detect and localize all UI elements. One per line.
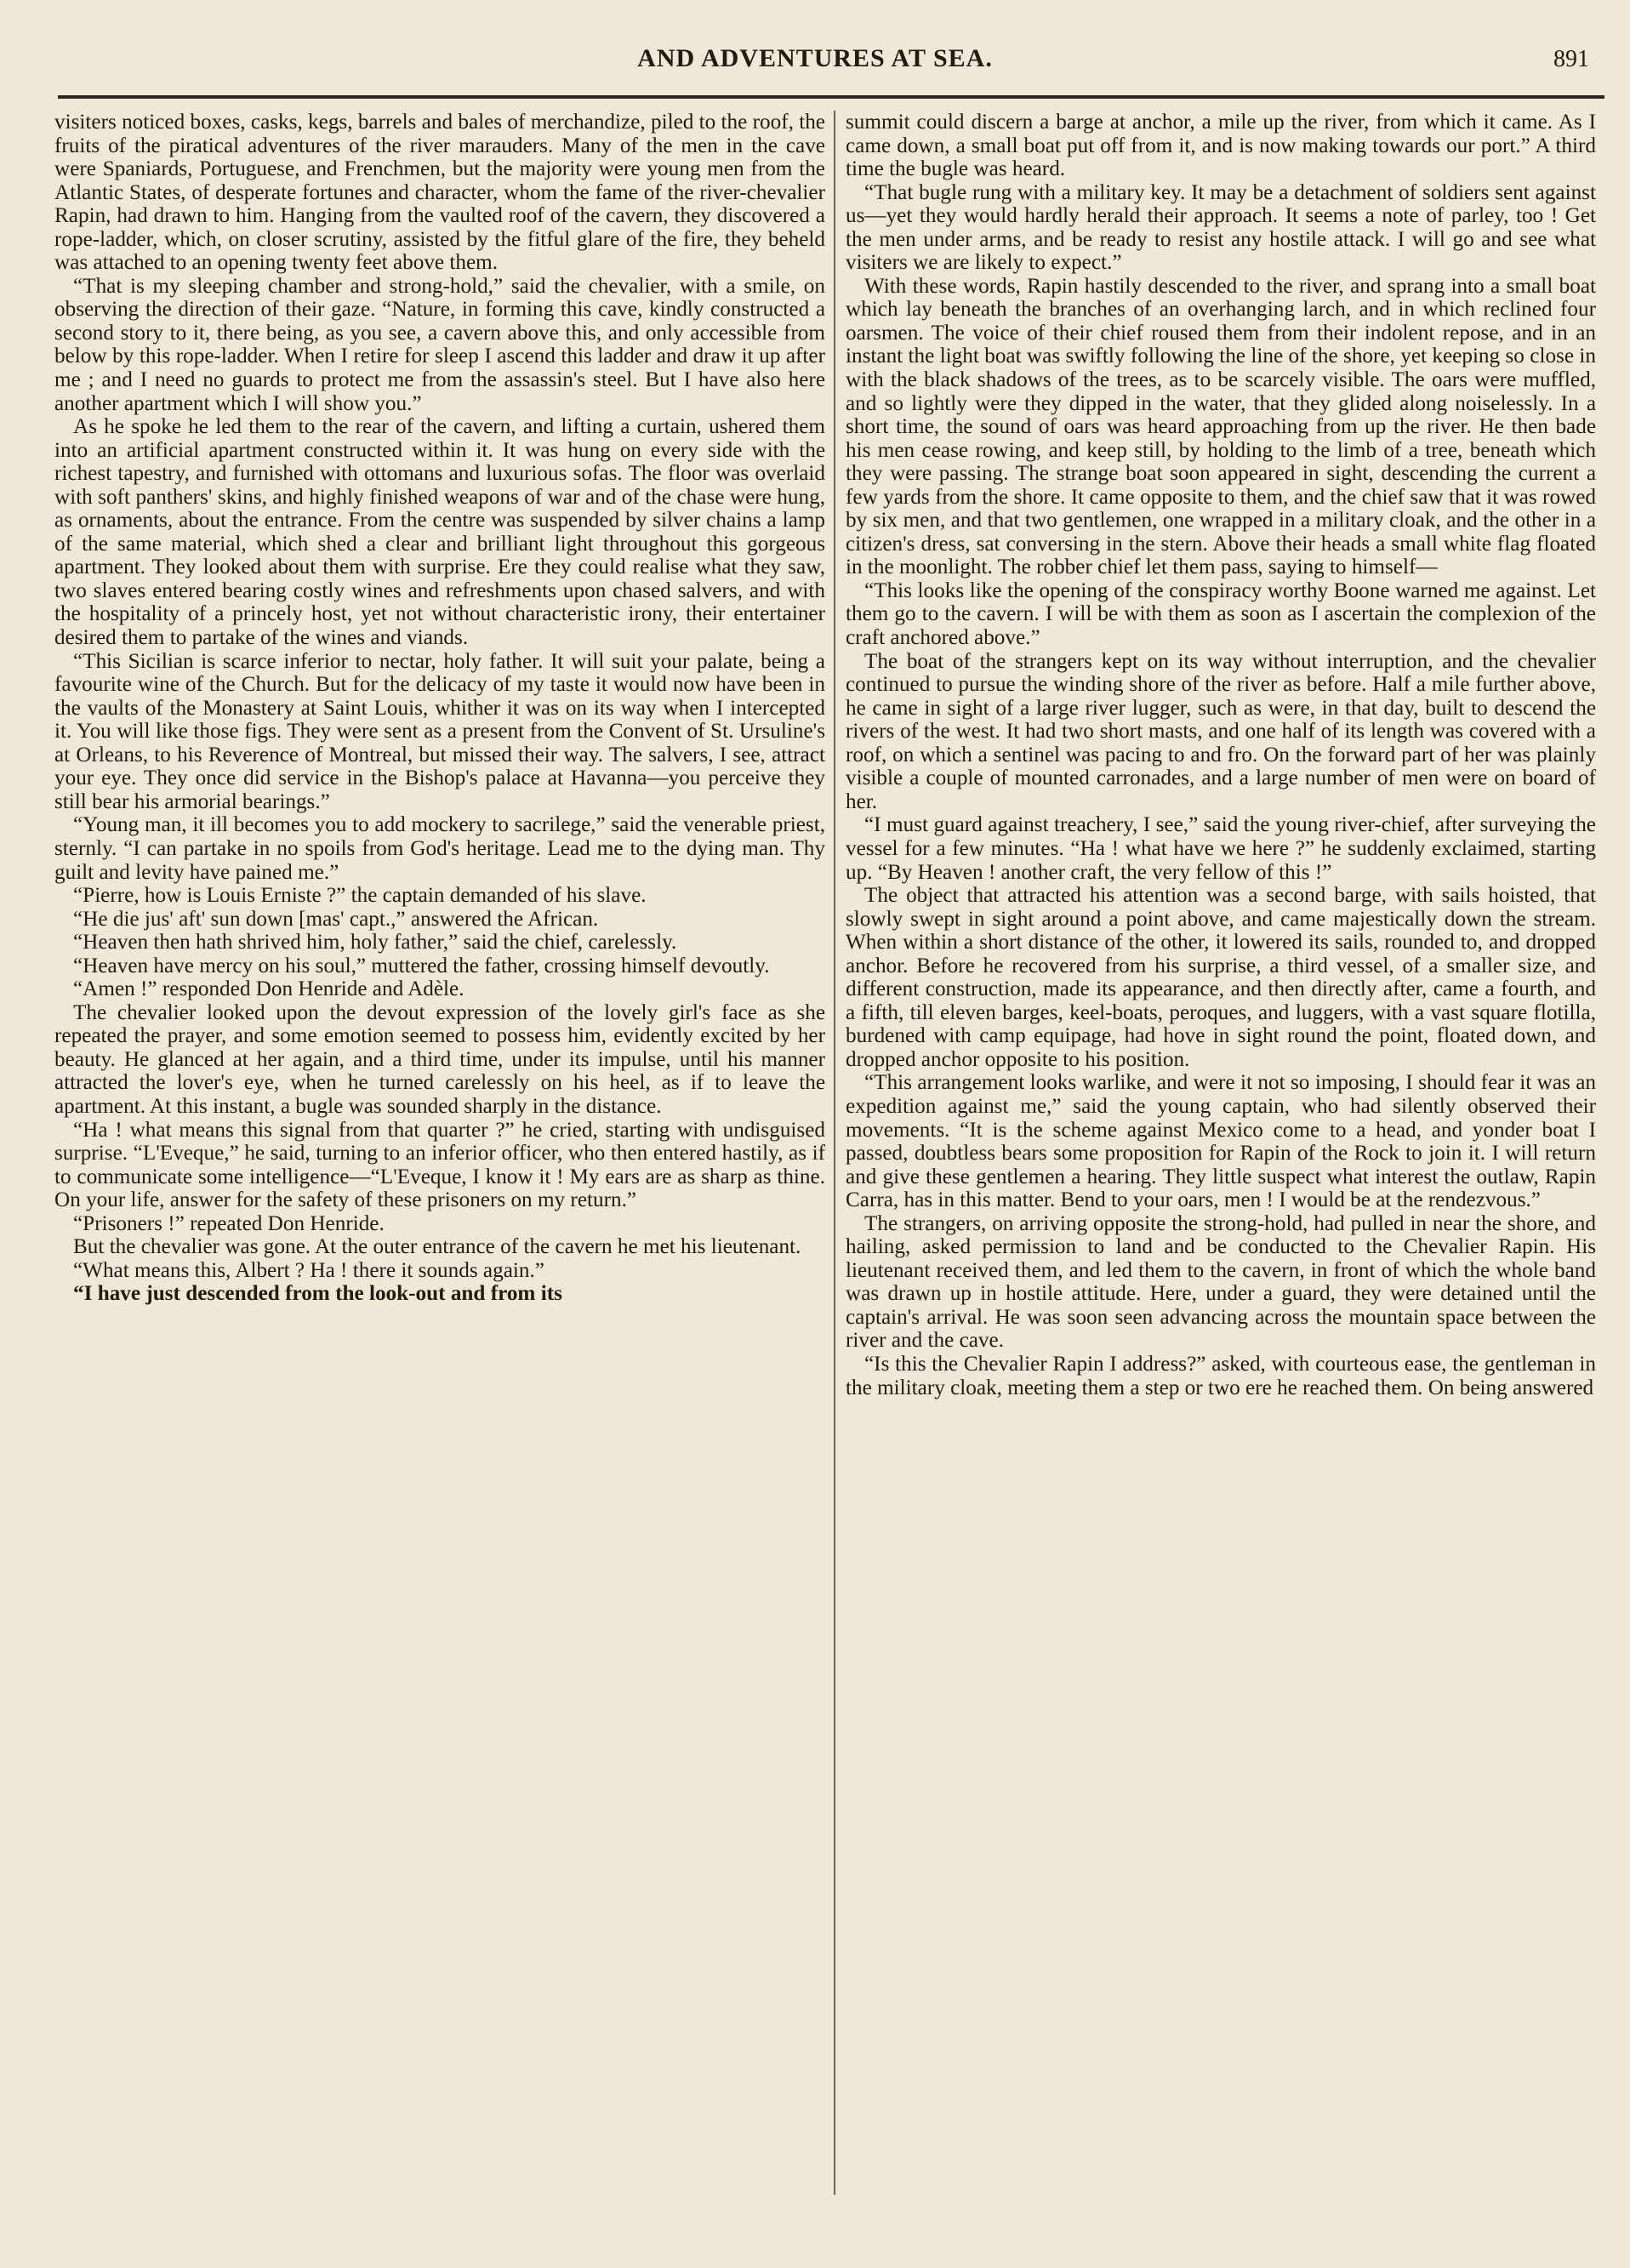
paragraph: “That is my sleeping chamber and strong-hold,” said the chevalier, with a smile, on observing the direction of their gaze. “Nature, in forming this cave, kindly constructed a second story to it, there being, as you see, a cavern above this, and only accessible from below by this rope-ladder. When I retire for sleep I ascend this ladder and draw it up after me ; and I need no guards to protect me from the assassin's steel. But I have also here another apartment which I will show you.”	[54, 274, 825, 415]
paragraph: The strangers, on arriving opposite the strong-hold, had pulled in near the shore, and hailing, asked permission to land and be conducted to the Chevalier Rapin. His lieutenant received them, and led them to the cavern, in front of which the whole band was drawn up in hostile attitude. Here, under a guard, they were detained until the captain's arrival. He was soon seen advancing across the mountain space between the river and the cave.	[846, 1211, 1596, 1353]
paragraph: “Is this the Chevalier Rapin I address?” asked, with courteous ease, the gentleman in the military cloak, meeting them a step or two ere he reached them. On being answered	[846, 1352, 1596, 1399]
paragraph: visiters noticed boxes, casks, kegs, barrels and bales of merchandize, piled to the roof, the fruits of the piratical adventures of the river marauders. Many of the men in the cave were Spaniards, Portuguese, and Frenchmen, but the majority were young men from the Atlantic States, of desperate fortunes and character, whom the fame of the river-chevalier Rapin, had drawn to him. Hanging from the vaulted roof of the cavern, they discovered a rope-ladder, which, on closer scrutiny, assisted by the fitful glare of the fire, they beheld was attached to an opening twenty feet above them.	[54, 111, 825, 275]
paragraph: The object that attracted his attention was a second barge, with sails hoisted, that slowly swept in sight around a point above, and came majestically down the stream. When within a short distance of the other, it lowered its sails, rounded to, and dropped anchor. Before he recovered from his surprise, a third vessel, of a smaller size, and different construction, made its appearance, and then directly after, came a fourth, and a fifth, till eleven barges, keel-boats, peroques, and luggers, with a vast square flotilla, burdened with camp equipage, had hove in sight round the point, floated down, and dropped anchor opposite to his position.	[846, 884, 1596, 1071]
paragraph: “This arrangement looks warlike, and were it not so imposing, I should fear it was an expedition against me,” said the young captain, who had silently observed their movements. “It is the scheme against Mexico come to a head, and yonder boat I passed, doubtless bears some proposition for Rapin of the Rock to join it. I will return and give these gentlemen a hearing. They little suspect what interest the outlaw, Rapin Carra, has in this matter. Bend to your oars, men ! I would be at the rendezvous.”	[846, 1071, 1596, 1212]
paragraph: As he spoke he led them to the rear of the cavern, and lifting a curtain, ushered them into an artificial apartment constructed within it. It was hung on every side with the richest tapestry, and furnished with ottomans and luxurious sofas. The floor was overlaid with soft panthers' skins, and highly finished weapons of war and of the chase were hung, as ornaments, about the entrance. From the centre was suspended by silver chains a lamp of the same material, which shed a clear and brilliant light throughout this gorgeous apartment. They looked about them with surprise. Ere they could realise what they saw, two slaves entered bearing costly wines and refreshments upon chased salvers, and with the hospitality of a princely host, yet not without characteristic irony, their entertainer desired them to partake of the wines and viands.	[54, 415, 825, 650]
right-column	[846, 111, 1596, 2233]
paragraph: The boat of the strangers kept on its way without interruption, and the chevalier continued to pursue the winding shore of the river as before. Half a mile further above, he came in sight of a large river lugger, such as were, in that day, built to descend the rivers of the west. It had two short masts, and one half of its length was covered with a roof, on which a sentinel was pacing to and fro. On the forward part of her was plainly visible a couple of mounted carronades, and a large number of men were on board of her.	[846, 649, 1596, 813]
paragraph: “He die jus' aft' sun down [mas' capt.,” answered the African.	[73, 907, 599, 931]
paragraph: “Ha ! what means this signal from that quarter ?” he cried, starting with undisguised surprise. “L'Eveque,” he said, turning to an inferior officer, who then entered hastily, as if to communicate some intelligence—“L'Eveque, I know it ! My ears are as sharp as thine. On your life, answer for the safety of these prisoners on my return.”	[54, 1118, 825, 1212]
paragraph: “This looks like the opening of the conspiracy worthy Boone warned me against. Let them go to the cavern. I will be with them as soon as I ascertain the complexion of the craft anchored above.”	[846, 578, 1596, 650]
paragraph: “Amen !” responded Don Henride and Adèle.	[73, 977, 464, 1001]
left-column	[54, 111, 825, 2233]
running-title: AND ADVENTURES AT SEA.	[637, 44, 993, 72]
paragraph: “Pierre, how is Louis Erniste ?” the captain demanded of his slave.	[73, 884, 647, 908]
paragraph: “That bugle rung with a military key. It may be a detachment of soldiers sent against us—yet they would hardly herald their approach. It seems a note of parley, too ! Get the men under arms, and be ready to resist any hostile attack. I will go and see what visiters we are likely to expect.”	[846, 180, 1596, 275]
paragraph: “This Sicilian is scarce inferior to nectar, holy father. It will suit your palate, being a favourite wine of the Church. But for the delicacy of my taste it would now have been in the vaults of the Monastery at Saint Louis, whither it was on its way when I intercepted it. You will like those figs. They were sent as a present from the Convent of St. Ursuline's at Orleans, to his Reverence of Montreal, but missed their way. The salvers, I see, attract your eye. They once did service in the Bishop's palace at Havanna—you perceive they still bear his armorial bearings.”	[54, 649, 825, 813]
column-divider	[834, 111, 835, 2195]
paragraph: “I have just descended from the look-out and from its	[73, 1282, 562, 1306]
paragraph: “Young man, it ill becomes you to add mockery to sacrilege,” said the venerable priest, sternly. “I can partake in no spoils from God's heritage. Lead me to the dying man. Thy guilt and levity have pained me.”	[54, 813, 825, 884]
page-number: 891	[1553, 46, 1589, 72]
paragraph: “Heaven then hath shrived him, holy father,” said the chief, carelessly.	[73, 931, 677, 954]
paragraph: “Heaven have mercy on his soul,” muttered the father, crossing himself devoutly.	[73, 954, 770, 977]
paragraph: “Prisoners !” repeated Don Henride.	[73, 1211, 385, 1235]
page-header	[0, 41, 1630, 83]
paragraph: “I must guard against treachery, I see,” said the young river-chief, after surveying the vessel for a few minutes. “Ha ! what have we here ?” he suddenly exclaimed, starting up. “By Heaven ! another craft, the very fellow of this !”	[846, 813, 1596, 884]
header-rule	[58, 95, 1604, 99]
paragraph: The chevalier looked upon the devout expression of the lovely girl's face as she repeated the prayer, and some emotion seemed to possess him, evidently excited by her beauty. He glanced at her again, and a third time, under its impulse, until his manner attracted the lover's eye, when he turned carelessly on his heel, as if to leave the apartment. At this instant, a bugle was sounded sharply in the distance.	[54, 1000, 825, 1118]
paragraph: But the chevalier was gone. At the outer entrance of the cavern he met his lieutenant.	[73, 1235, 801, 1259]
paragraph: summit could discern a barge at anchor, a mile up the river, from which it came. As I came down, a small boat put off from it, and is now making towards our port.” A third time the bugle was heard.	[846, 111, 1596, 181]
paragraph: With these words, Rapin hastily descended to the river, and sprang into a small boat which lay beneath the branches of an overhanging larch, and in which reclined four oarsmen. The voice of their chief roused them from their indolent repose, and in an instant the light boat was swiftly following the line of the shore, yet keeping so close in with the black shadows of the trees, as to be scarcely visible. The oars were muffled, and so lightly were they dipped in the water, that they glided along noiselessly. In a short time, the sound of oars was heard approaching from up the river. He then bade his men cease rowing, and keep still, by holding to the limb of a tree, beneath which they were passing. The strange boat soon appeared in sight, descending the current a few yards from the shore. It came opposite to them, and the chief saw that it was rowed by six men, and that two gentlemen, one wrapped in a military cloak, and the other in a citizen's dress, sat conversing in the stern. Above their heads a small white flag floated in the moonlight. The robber chief let them pass, saying to himself—	[846, 274, 1596, 579]
paragraph: “What means this, Albert ? Ha ! there it sounds again.”	[73, 1258, 544, 1282]
